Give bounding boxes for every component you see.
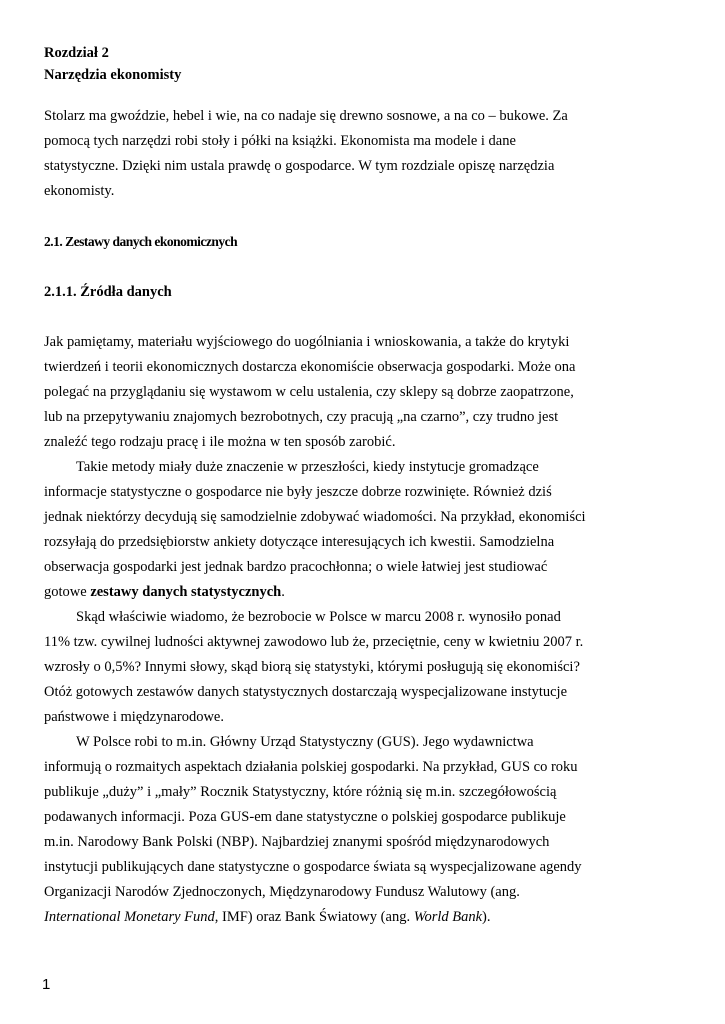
text-line: Jak pamiętamy, materiału wyjściowego do uogólniania i wnioskowania, a także do krytyki — [44, 334, 570, 350]
text-line: polegać na przyglądaniu się wystawom w celu ustalenia, czy sklepy są dobrze zaopatrzone, — [44, 384, 574, 400]
text-line — [44, 580, 684, 605]
text-line: wzrosły o 0,5%? Innymi słowy, skąd biorą się statystyki, którymi posługują się ekonomiści? — [44, 659, 580, 675]
text-line: m.in. Narodowy Bank Polski (NBP). Najbardziej znanymi spośród międzynarodowych — [44, 834, 550, 850]
text-span: ). — [482, 909, 491, 925]
text-line: informują o rozmaitych aspektach działania polskiej gospodarki. Na przykład, GUS co roku — [44, 759, 578, 775]
text-line: pomocą tych narzędzi robi stoły i półki na książki. Ekonomista ma modele i dane — [44, 133, 516, 149]
subsection-heading: 2.1.1. Źródła danych — [44, 284, 172, 300]
text-line: państwowe i międzynarodowe. — [44, 709, 224, 725]
text-line: publikuje „duży” i „mały” Rocznik Statystyczny, które różnią się m.in. szczegółowością — [44, 784, 557, 800]
paragraph-4 — [44, 730, 684, 930]
text-line: instytucji publikujących dane statystyczne o gospodarce świata są wyspecjalizowane agendy — [44, 859, 582, 875]
text-line: podawanych informacji. Poza GUS-em dane statystyczne o polskiej gospodarce publikuje — [44, 809, 566, 825]
text-line: Skąd właściwie wiadomo, że bezrobocie w Polsce w marcu 2008 r. wynosiło ponad — [76, 609, 561, 625]
text-span: gotowe — [44, 584, 91, 600]
text-line: Stolarz ma gwoździe, hebel i wie, na co nadaje się drewno sosnowe, a na co – bukowe. Za — [44, 108, 568, 124]
text-line: 11% tzw. cywilnej ludności aktywnej zawodowo lub że, przeciętnie, ceny w kwietniu 2007 r. — [44, 634, 584, 650]
italic-term: World Bank — [413, 909, 483, 925]
text-line: ekonomisty. — [44, 183, 115, 199]
text-line: Otóż gotowych zestawów danych statystycznych dostarczają wyspecjalizowane instytucje — [44, 684, 568, 700]
text-line: statystyczne. Dzięki nim ustala prawdę o gospodarce. W tym rozdziale opiszę narzędzia — [44, 158, 555, 174]
text-line: jednak niektórzy decydują się samodzielnie zdobywać wiadomości. Na przykład, ekonomiści — [44, 509, 586, 525]
text-line: W Polsce robi to m.in. Główny Urząd Statystyczny (GUS). Jego wydawnictwa — [76, 734, 534, 750]
chapter-heading — [44, 42, 181, 86]
italic-term: International Monetary Fund — [44, 909, 215, 925]
text-span: . — [281, 584, 285, 600]
text-line: Organizacji Narodów Zjednoczonych, Międzynarodowy Fundusz Walutowy (ang. — [44, 884, 520, 900]
paragraph-2 — [44, 455, 684, 605]
text-line: znaleźć tego rodzaju pracę i ile można w ten sposób zarobić. — [44, 434, 396, 450]
paragraph-1 — [44, 330, 684, 455]
text-line: rozsyłają do przedsiębiorstw ankiety dotyczące interesujących ich kwestii. Samodzielna — [44, 534, 555, 550]
text-line: Takie metody miały duże znaczenie w przeszłości, kiedy instytucje gromadzące — [76, 459, 539, 475]
chapter-title: Narzędzia ekonomisty — [44, 67, 182, 83]
text-line: lub na przepytywaniu znajomych bezrobotnych, czy pracują „na czarno”, czy trudno jest — [44, 409, 559, 425]
section-heading: 2.1. Zestawy danych ekonomicznych — [44, 234, 238, 249]
bold-term: zestawy danych statystycznych — [90, 584, 282, 600]
text-line — [44, 905, 684, 930]
intro-paragraph — [44, 104, 684, 204]
text-line: twierdzeń i teorii ekonomicznych dostarcza ekonomiście obserwacja gospodarki. Może ona — [44, 359, 576, 375]
chapter-number: Rozdział 2 — [44, 45, 109, 61]
text-line: obserwacja gospodarki jest jednak bardzo pracochłonna; o wiele łatwiej jest studiować — [44, 559, 548, 575]
paragraph-3 — [44, 605, 684, 730]
text-span: , IMF) oraz Bank Światowy (ang. — [214, 909, 414, 925]
page-number: 1 — [42, 976, 51, 993]
text-line: informacje statystyczne o gospodarce nie były jeszcze dobrze rozwinięte. Również dziś — [44, 484, 552, 500]
